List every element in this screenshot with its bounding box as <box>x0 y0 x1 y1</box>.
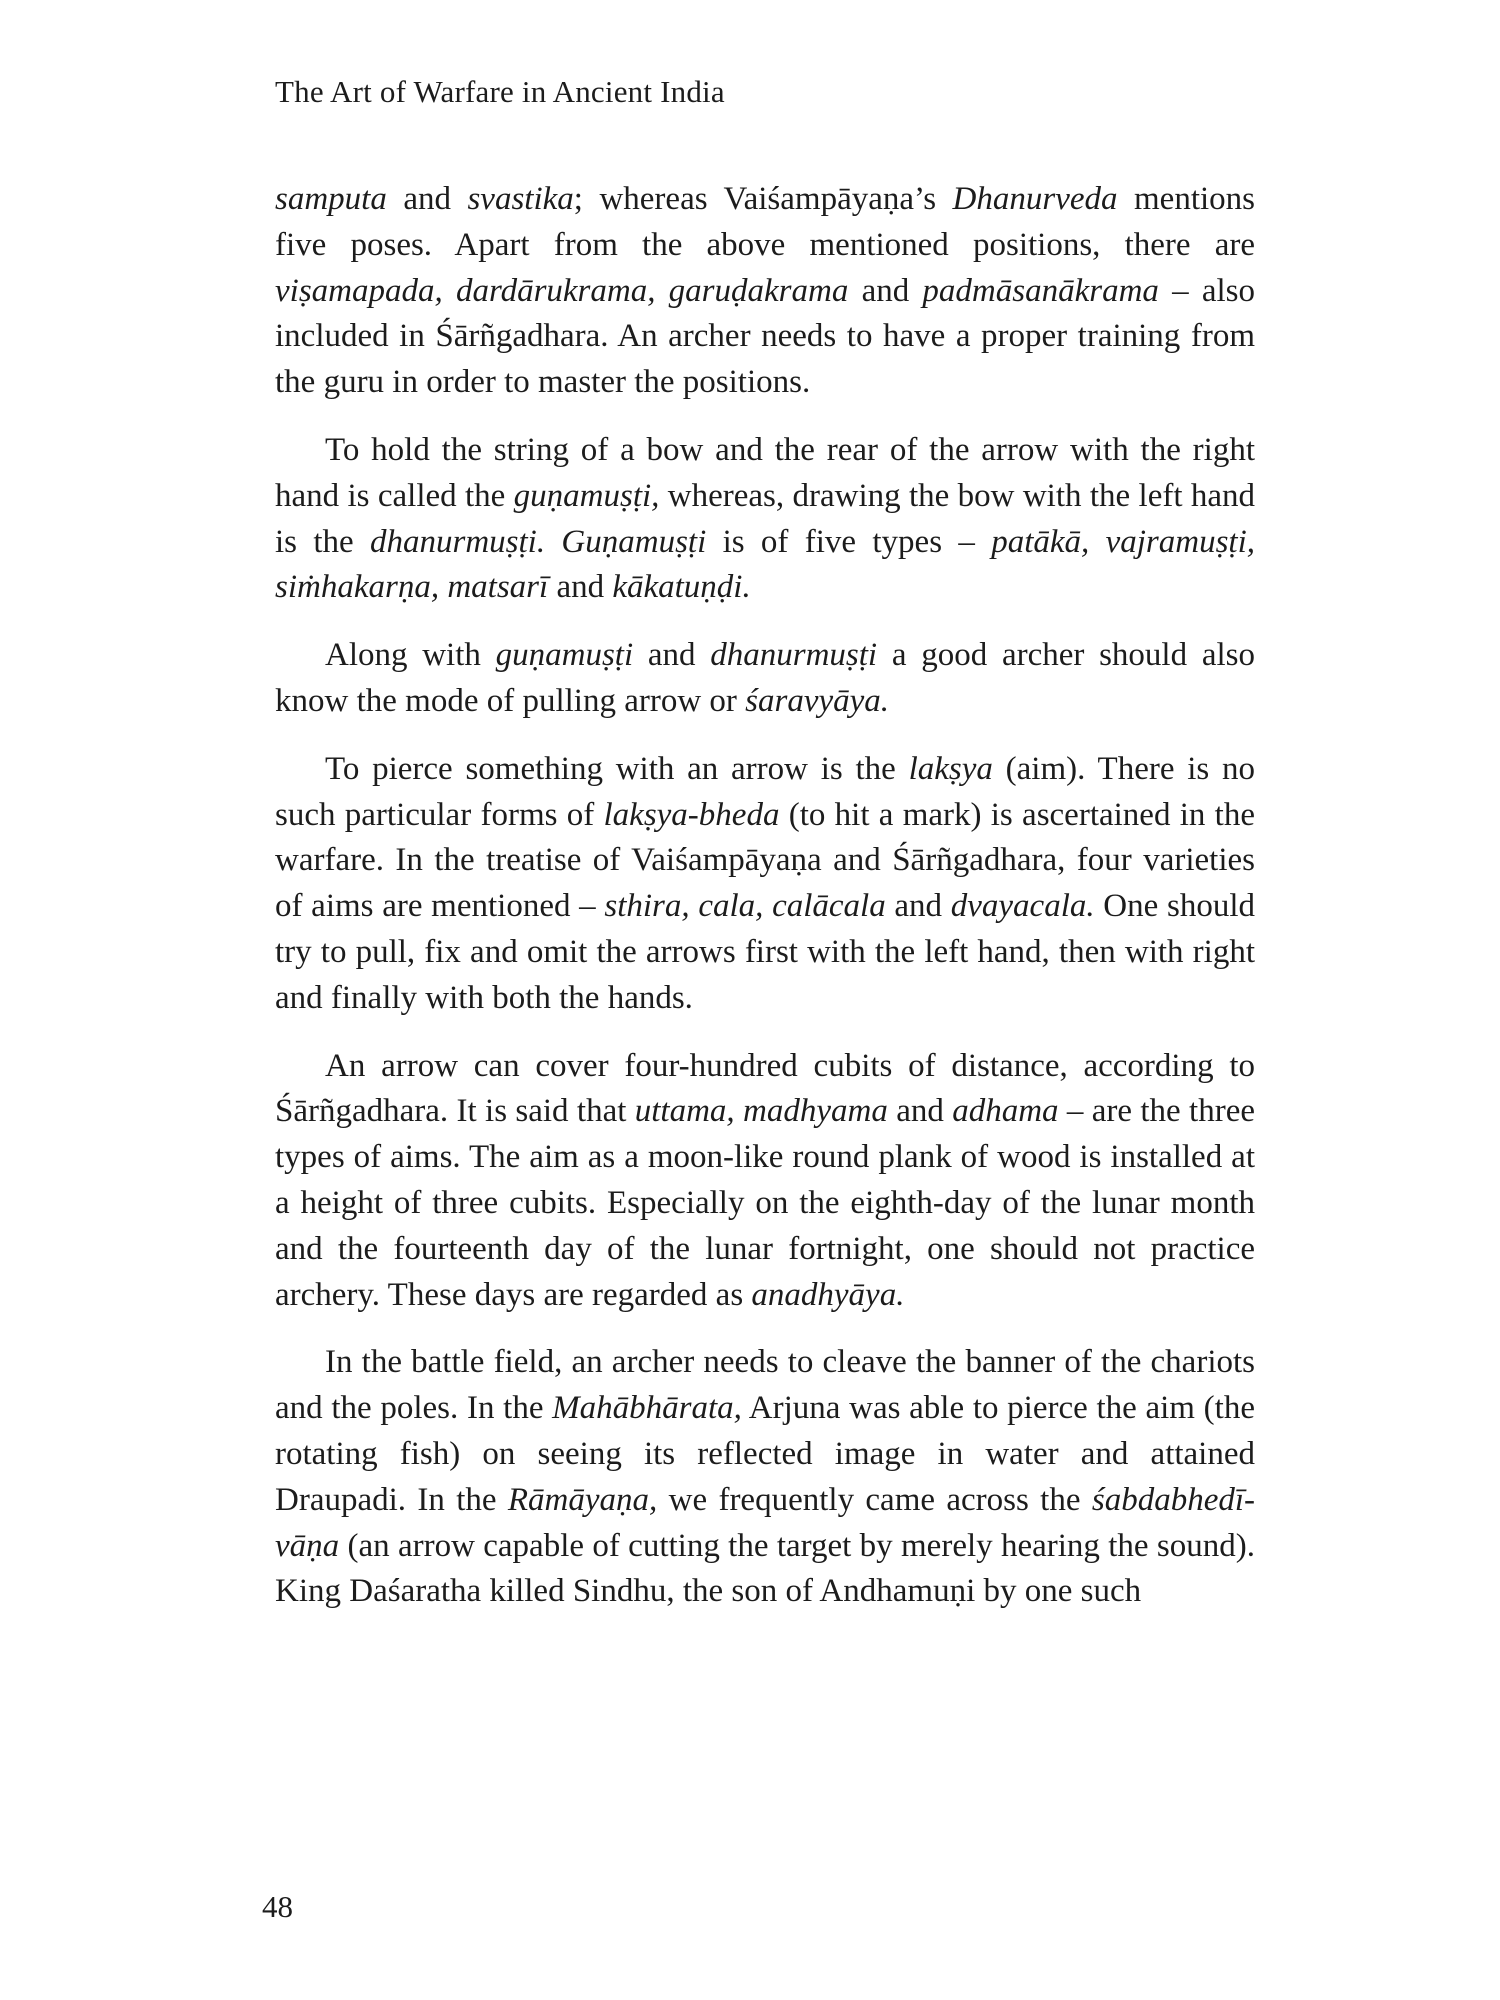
text-run: An arrow can cover four-hundred cubits of distance, according to Śārñgadhara. It is said that <box>275 1047 1255 1130</box>
italic-term: Rāmāyaṇa, <box>507 1481 658 1518</box>
italic-term: padmāsanākrama <box>922 272 1159 309</box>
italic-term: patākā, vajramuṣṭi, siṁhakarṇa, matsarī <box>275 523 1255 606</box>
italic-term: Mahābhārata, <box>552 1390 742 1427</box>
italic-term: Dhanurveda <box>952 181 1118 217</box>
italic-term: lakṣya <box>908 750 993 787</box>
italic-term: samputa <box>275 181 387 217</box>
text-run: and <box>386 181 468 217</box>
italic-term: svastika <box>467 181 574 217</box>
italic-term: dhanurmuṣṭi. Guṇamuṣṭi <box>369 523 707 560</box>
text-run: and <box>548 569 613 606</box>
italic-term: uttama, madhyama <box>634 1093 888 1130</box>
running-head: The Art of Warfare in Ancient India <box>275 74 725 109</box>
text-run: (an arrow capable of cutting the target by merely hearing the sound). King Daśaratha killed Sindhu, the son of Andhamuṇi by one such <box>275 1527 1255 1610</box>
text-run: – are the three types of aims. The aim as a moon-like round plank of wood is installed at a height of three cubits. Especially on the eighth-day of the lunar month and the fourteenth day of the lunar fortnight, one should not practice archery. These days are regarded as <box>275 1093 1256 1313</box>
italic-term: lakṣya-bheda <box>603 796 780 833</box>
text-run: Arjuna was able to pierce the aim (the rotating fish) on seeing its reflected image in water and attained Draupadi. In the <box>275 1390 1255 1518</box>
italic-term: guṇamuṣṭi <box>495 637 634 674</box>
text-run: and <box>848 272 923 309</box>
text-run: ; whereas Vaiśampāyaṇa’s <box>573 181 953 217</box>
italic-term: kākatuṇḍi. <box>612 569 751 606</box>
paragraph <box>275 1340 1255 1615</box>
text-run: and <box>885 888 951 925</box>
text-run: (aim). There is no such particular forms of <box>275 750 1255 833</box>
text-run: (to hit a mark) is ascertained in the warfare. In the treatise of Vaiśampāyaṇa and Śārñgadhara, four varieties of aims are mentioned – <box>275 796 1255 925</box>
italic-term: adhama <box>952 1093 1059 1130</box>
paragraph <box>275 428 1255 611</box>
body-text <box>275 177 1255 1615</box>
italic-term: śaravyāya. <box>745 682 890 719</box>
italic-term: dhanurmuṣṭi <box>710 637 878 674</box>
paragraph <box>275 177 1255 406</box>
paragraph <box>275 747 1255 1022</box>
text-run: To pierce something with an arrow is the <box>325 750 909 787</box>
text-run: is of five types – <box>706 523 992 560</box>
text-run: and <box>887 1093 953 1130</box>
text-run: One should try to pull, fix and omit the arrows first with the left hand, then with right and finally with both the hands. <box>275 888 1255 1016</box>
text-run: we frequently came across the <box>657 1481 1092 1518</box>
italic-term: anadhyāya. <box>751 1276 905 1313</box>
text-run: a good archer should also know the mode of pulling arrow or <box>275 637 1255 719</box>
paragraph <box>275 633 1255 725</box>
text-run: – also included in Śārñgadhara. An archer needs to have a proper training from the guru in order to master the positions. <box>275 272 1255 401</box>
paragraph <box>275 1044 1255 1319</box>
page-number: 48 <box>262 1889 293 1924</box>
text-run: mentions five poses. Apart from the above mentioned positions, there are <box>275 181 1255 263</box>
text-run: To hold the string of a bow and the rear of the arrow with the right hand is called the <box>275 431 1255 514</box>
italic-term: guṇamuṣṭi, <box>513 477 660 514</box>
italic-term: śabdabhedī-vāṇa <box>275 1481 1256 1564</box>
italic-term: viṣamapada, dardārukrama, garuḍakrama <box>275 272 849 309</box>
text-run: In the battle field, an archer needs to cleave the banner of the chariots and the poles. In the <box>275 1344 1255 1427</box>
italic-term: sthira, cala, calācala <box>604 888 886 925</box>
text-run: Along with <box>325 637 496 674</box>
italic-term: dvayacala. <box>950 888 1095 925</box>
text-run: and <box>633 637 711 674</box>
text-run: whereas, drawing the bow with the left hand is the <box>275 477 1255 560</box>
